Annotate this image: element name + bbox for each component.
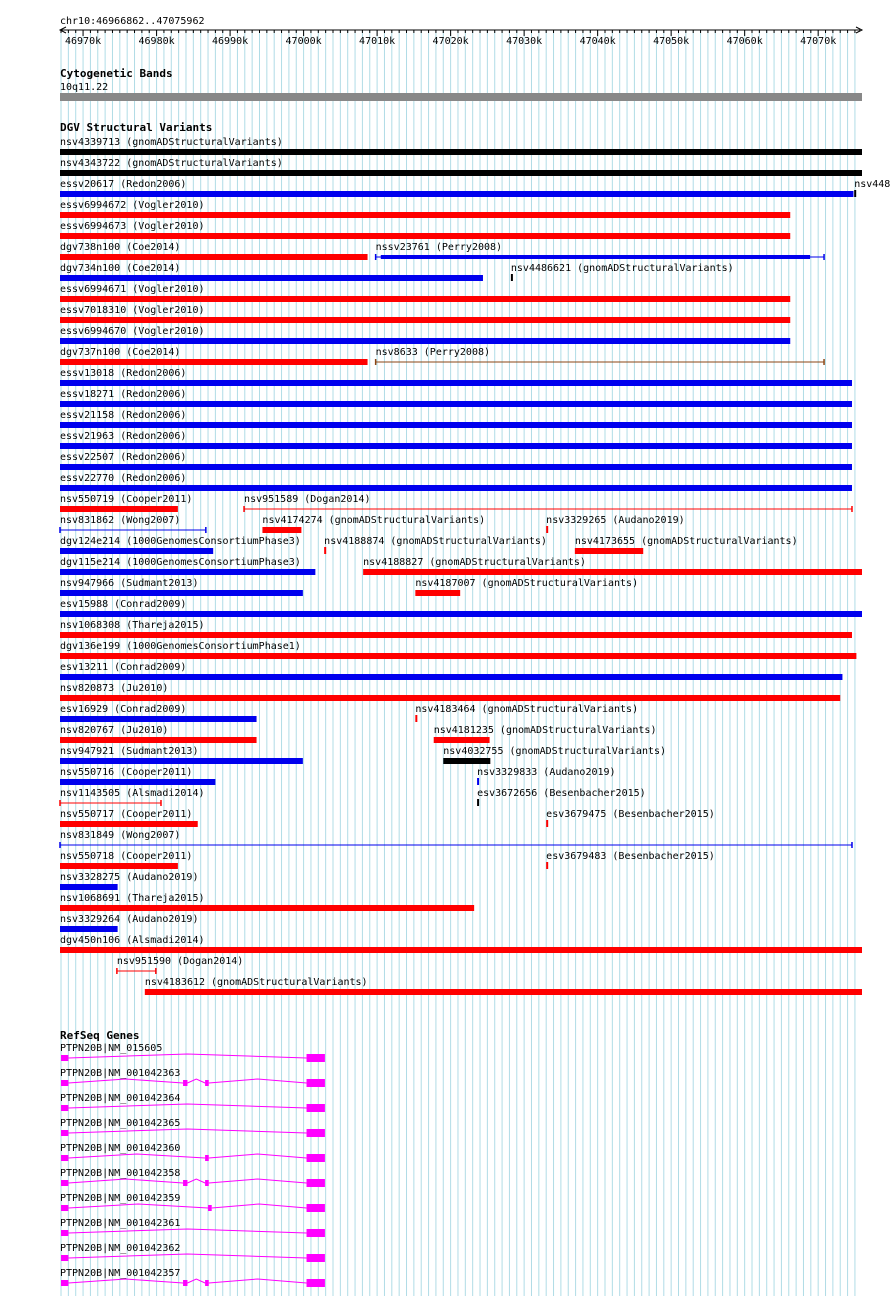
structural-variant[interactable] — [60, 263, 483, 281]
structural-variant[interactable] — [60, 704, 257, 722]
gene-transcript[interactable] — [60, 1168, 325, 1187]
variant-label: esv13211 (Conrad2009) — [60, 662, 187, 673]
variant-bar — [60, 779, 215, 785]
gene-transcript[interactable] — [60, 1068, 325, 1087]
structural-variant[interactable] — [376, 347, 824, 365]
structural-variant[interactable] — [477, 788, 646, 806]
cytoband-label: 10q11.22 — [60, 82, 109, 93]
variant-bar — [60, 254, 368, 260]
structural-variant[interactable] — [443, 746, 666, 764]
structural-variant[interactable] — [60, 473, 852, 491]
structural-variant[interactable] — [60, 305, 790, 323]
variant-label: nsv4181235 (gnomADStructuralVariants) — [433, 725, 657, 736]
exon — [307, 1204, 325, 1212]
ruler — [60, 27, 862, 47]
structural-variant[interactable] — [60, 158, 862, 176]
variant-label: nsv4187007 (gnomADStructuralVariants) — [415, 578, 639, 589]
variant-label: nsv550718 (Cooper2011) — [60, 851, 193, 862]
variant-bar — [60, 863, 178, 869]
transcript-label: PTPN20B|NM_015605 — [60, 1043, 163, 1054]
structural-variant[interactable] — [363, 557, 862, 575]
exon — [183, 1280, 187, 1286]
structural-variant[interactable] — [60, 599, 862, 617]
variant-bar — [60, 191, 853, 197]
variant-bar — [60, 632, 852, 638]
variant-label: nsv8633 (Perry2008) — [375, 347, 491, 358]
variant-label: nsv3329264 (Audano2019) — [60, 914, 199, 925]
dgv-track-title: DGV Structural Variants — [60, 121, 213, 134]
intron-line — [209, 1279, 307, 1283]
variant-label: nsv3328275 (Audano2019) — [60, 872, 199, 883]
ruler-tick-label: 47020k — [432, 36, 469, 47]
variant-bar — [60, 317, 790, 323]
variant-bar — [60, 422, 852, 428]
intron-line — [209, 1079, 307, 1083]
variant-label: nsv1068691 (Thareja2015) — [60, 893, 205, 904]
variant-label: essv22770 (Redon2006) — [60, 473, 187, 484]
variant-label: nsv947921 (Sudmant2013) — [60, 746, 199, 757]
intron-line — [68, 1204, 208, 1208]
exon — [61, 1280, 68, 1286]
exon — [307, 1079, 325, 1087]
exon — [183, 1180, 187, 1186]
structural-variant[interactable] — [60, 284, 790, 302]
variant-label: dgv734n100 (Coe2014) — [60, 263, 181, 274]
variant-label: nsv4339713 (gnomADStructuralVariants) — [60, 137, 283, 148]
variant-label: nsv820767 (Ju2010) — [60, 725, 169, 736]
variant-label: nsv831862 (Wong2007) — [60, 515, 181, 526]
variant-bar — [60, 464, 852, 470]
variant-label: essv21963 (Redon2006) — [60, 431, 187, 442]
transcript-label: PTPN20B|NM_001042360 — [60, 1143, 181, 1154]
variant-bar — [60, 170, 862, 176]
structural-variant[interactable] — [60, 746, 303, 764]
variant-label: essv22507 (Redon2006) — [60, 452, 187, 463]
variant-label: essv13018 (Redon2006) — [60, 368, 187, 379]
transcript-label: PTPN20B|NM_001042361 — [60, 1218, 181, 1229]
variant-bar — [60, 401, 852, 407]
intron-line — [187, 1079, 205, 1083]
variant-inner-bar — [381, 255, 810, 259]
structural-variant[interactable] — [60, 515, 206, 533]
ruler-tick-label: 46970k — [65, 36, 102, 47]
exon — [307, 1154, 325, 1162]
ruler-tick-label: 47000k — [285, 36, 322, 47]
structural-variant[interactable] — [60, 326, 790, 344]
variant-bar — [60, 590, 303, 596]
structural-variant[interactable] — [60, 389, 852, 407]
exon — [307, 1054, 325, 1062]
variant-label: essv21158 (Redon2006) — [60, 410, 187, 421]
structural-variant[interactable] — [60, 221, 790, 239]
variant-bar — [60, 674, 842, 680]
structural-variant[interactable] — [60, 578, 303, 596]
variant-label: esv3679483 (Besenbacher2015) — [546, 851, 715, 862]
structural-variant[interactable] — [60, 368, 852, 386]
variant-bar — [60, 443, 852, 449]
gene-transcript[interactable] — [60, 1218, 325, 1237]
exon — [307, 1129, 325, 1137]
variant-label: dgv124e214 (1000GenomesConsortiumPhase3) — [60, 536, 301, 547]
exon — [183, 1080, 187, 1086]
transcript-label: PTPN20B|NM_001042363 — [60, 1068, 181, 1079]
transcript-label: PTPN20B|NM_001042365 — [60, 1118, 181, 1129]
structural-variant[interactable] — [60, 662, 842, 680]
structural-variant[interactable] — [60, 641, 856, 659]
variant-bar — [60, 149, 862, 155]
variant-label: nsv831849 (Wong2007) — [60, 830, 181, 841]
variant-bar — [60, 695, 840, 701]
variant-label: essv7018310 (Vogler2010) — [60, 305, 205, 316]
intron-line — [68, 1254, 306, 1258]
variant-bar — [60, 338, 790, 344]
variant-label: dgv136e199 (1000GenomesConsortiumPhase1) — [60, 641, 301, 652]
structural-variant[interactable] — [60, 179, 853, 197]
intron-line — [187, 1179, 205, 1183]
variant-label: dgv115e214 (1000GenomesConsortiumPhase3) — [60, 557, 301, 568]
exon — [208, 1205, 212, 1211]
intron-line — [68, 1229, 306, 1233]
ruler-tick-label: 47030k — [506, 36, 543, 47]
variant-marker — [511, 274, 513, 281]
structural-variant[interactable] — [60, 200, 790, 218]
variant-bar — [60, 275, 483, 281]
intron-line — [68, 1129, 306, 1133]
variant-bar — [60, 359, 368, 365]
structural-variant[interactable] — [60, 872, 198, 890]
transcript-label: PTPN20B|NM_001042359 — [60, 1193, 181, 1204]
structural-variant[interactable] — [60, 242, 368, 260]
variant-bar — [60, 884, 118, 890]
ruler-tick-label: 47050k — [653, 36, 690, 47]
variant-label: nsv4343722 (gnomADStructuralVariants) — [60, 158, 283, 169]
structural-variant[interactable] — [60, 830, 852, 848]
gene-transcript[interactable] — [60, 1268, 325, 1287]
exon — [307, 1254, 325, 1262]
variant-bar — [262, 527, 301, 533]
structural-variant[interactable] — [477, 767, 615, 785]
ruler-label: chr10:46966862..47075962 — [60, 16, 205, 27]
gene-transcript[interactable] — [60, 1243, 325, 1262]
exon — [307, 1179, 325, 1187]
variant-bar — [60, 233, 790, 239]
intron-line — [209, 1179, 307, 1183]
structural-variant[interactable] — [60, 725, 257, 743]
exon — [61, 1130, 68, 1136]
variant-label: esv3672656 (Besenbacher2015) — [477, 788, 646, 799]
variant-bar — [434, 737, 490, 743]
variant-label: nsv951589 (Dogan2014) — [244, 494, 371, 505]
variant-marker — [546, 526, 548, 533]
variant-bar — [363, 569, 862, 575]
variant-label: nsv4188827 (gnomADStructuralVariants) — [363, 557, 586, 568]
structural-variant[interactable] — [60, 935, 862, 953]
ruler-tick-label: 46980k — [138, 36, 175, 47]
variant-marker — [854, 190, 856, 197]
variant-bar — [60, 737, 257, 743]
variant-label: nsv550717 (Cooper2011) — [60, 809, 193, 820]
variant-label: nsv820873 (Ju2010) — [60, 683, 169, 694]
variant-label: essv6994671 (Vogler2010) — [60, 284, 205, 295]
transcript-label: PTPN20B|NM_001042364 — [60, 1093, 181, 1104]
ruler-tick-label: 46990k — [212, 36, 249, 47]
variant-label: essv20617 (Redon2006) — [60, 179, 187, 190]
variant-label: nsv4032755 (gnomADStructuralVariants) — [443, 746, 667, 757]
structural-variant[interactable] — [415, 578, 638, 596]
exon — [61, 1205, 68, 1211]
variant-label: dgv737n100 (Coe2014) — [60, 347, 181, 358]
variant-label: essv6994673 (Vogler2010) — [60, 221, 205, 232]
structural-variant[interactable] — [546, 809, 715, 827]
variant-marker — [477, 778, 479, 785]
transcript-label: PTPN20B|NM_001042358 — [60, 1168, 181, 1179]
structural-variant[interactable] — [60, 557, 315, 575]
exon — [61, 1155, 68, 1161]
variant-bar — [60, 485, 852, 491]
structural-variant[interactable] — [244, 494, 852, 512]
exon — [205, 1080, 209, 1086]
variant-label: nsv448 — [854, 179, 890, 190]
structural-variant[interactable] — [511, 263, 734, 281]
exon — [307, 1229, 325, 1237]
gene-transcript[interactable] — [60, 1193, 325, 1212]
structural-variant[interactable] — [60, 431, 852, 449]
variant-bar — [60, 296, 790, 302]
variant-label: nsv3329833 (Audano2019) — [477, 767, 616, 778]
exon — [61, 1230, 68, 1236]
exon — [61, 1105, 68, 1111]
variant-bar — [60, 926, 118, 932]
intron-line — [68, 1104, 306, 1108]
variant-label: nssv23761 (Perry2008) — [375, 242, 503, 253]
structural-variant[interactable] — [60, 137, 862, 155]
ruler-tick-label: 47010k — [359, 36, 396, 47]
variant-label: nsv951590 (Dogan2014) — [116, 956, 244, 967]
structural-variant[interactable] — [434, 725, 657, 743]
exon — [61, 1055, 68, 1061]
transcript-label: PTPN20B|NM_001042357 — [60, 1268, 181, 1279]
intron-line — [68, 1179, 183, 1183]
dgv-track — [60, 137, 890, 995]
ruler-tick-label: 47070k — [800, 36, 837, 47]
variant-label: nsv4183464 (gnomADStructuralVariants) — [415, 704, 639, 715]
variant-label: esv3679475 (Besenbacher2015) — [546, 809, 715, 820]
intron-line — [209, 1154, 307, 1158]
exon — [61, 1080, 68, 1086]
structural-variant[interactable] — [546, 515, 684, 533]
structural-variant[interactable] — [854, 179, 890, 197]
exon — [61, 1180, 68, 1186]
structural-variant[interactable] — [60, 851, 192, 869]
variant-bar — [60, 758, 303, 764]
structural-variant[interactable] — [60, 452, 852, 470]
variant-label: nsv1068308 (Thareja2015) — [60, 620, 205, 631]
variant-marker — [324, 547, 326, 554]
variant-bar — [60, 821, 198, 827]
variant-label: dgv450n106 (Alsmadi2014) — [60, 935, 205, 946]
variant-bar — [60, 905, 474, 911]
variant-label: essv6994672 (Vogler2010) — [60, 200, 205, 211]
variant-bar — [60, 716, 257, 722]
exon — [205, 1180, 209, 1186]
exon — [307, 1279, 325, 1287]
structural-variant[interactable] — [324, 536, 547, 554]
intron-line — [187, 1279, 205, 1283]
gene-transcript[interactable] — [60, 1143, 325, 1162]
ruler-tick-label: 47060k — [726, 36, 763, 47]
variant-label: esv16929 (Conrad2009) — [60, 704, 187, 715]
variant-bar — [60, 548, 213, 554]
variant-bar — [60, 380, 852, 386]
structural-variant[interactable] — [60, 494, 192, 512]
variant-label: essv6994670 (Vogler2010) — [60, 326, 205, 337]
exon — [205, 1280, 209, 1286]
structural-variant[interactable] — [415, 704, 638, 722]
variant-label: nsv4183612 (gnomADStructuralVariants) — [144, 977, 368, 988]
intron-line — [212, 1204, 307, 1208]
cytoband-bar[interactable] — [60, 93, 862, 101]
structural-variant[interactable] — [60, 536, 301, 554]
structural-variant[interactable] — [376, 242, 824, 260]
variant-label: nsv3329265 (Audano2019) — [546, 515, 685, 526]
variant-label: nsv550719 (Cooper2011) — [60, 494, 193, 505]
structural-variant[interactable] — [575, 536, 798, 554]
variant-label: dgv738n100 (Coe2014) — [60, 242, 181, 253]
gene-transcript[interactable] — [60, 1043, 325, 1062]
structural-variant[interactable] — [60, 620, 852, 638]
structural-variant[interactable] — [60, 767, 215, 785]
structural-variant[interactable] — [60, 809, 198, 827]
variant-marker — [546, 820, 548, 827]
variant-label: essv18271 (Redon2006) — [60, 389, 187, 400]
gene-transcript[interactable] — [60, 1118, 325, 1137]
variant-marker — [415, 715, 417, 722]
variant-bar — [60, 212, 790, 218]
variant-label: nsv4173655 (gnomADStructuralVariants) — [574, 536, 798, 547]
variant-bar — [60, 653, 856, 659]
variant-label: nsv947966 (Sudmant2013) — [60, 578, 199, 589]
variant-label: nsv550716 (Cooper2011) — [60, 767, 193, 778]
structural-variant[interactable] — [262, 515, 485, 533]
variant-bar — [60, 947, 862, 953]
transcript-label: PTPN20B|NM_001042362 — [60, 1243, 181, 1254]
variant-label: esv15988 (Conrad2009) — [60, 599, 187, 610]
gene-transcript[interactable] — [60, 1093, 325, 1112]
intron-line — [68, 1279, 183, 1283]
cytobands-title: Cytogenetic Bands — [60, 67, 173, 80]
variant-bar — [575, 548, 643, 554]
intron-line — [68, 1154, 205, 1158]
structural-variant[interactable] — [60, 893, 474, 911]
variant-label: nsv1143505 (Alsmadi2014) — [60, 788, 205, 799]
refseq-track-title: RefSeq Genes — [60, 1029, 140, 1042]
structural-variant[interactable] — [60, 683, 840, 701]
variant-label: nsv4188874 (gnomADStructuralVariants) — [324, 536, 547, 547]
structural-variant[interactable] — [60, 788, 205, 806]
exon — [61, 1255, 68, 1261]
intron-line — [68, 1054, 306, 1058]
structural-variant[interactable] — [546, 851, 715, 869]
refseq-track — [60, 1043, 325, 1287]
variant-bar — [145, 989, 862, 995]
variant-marker — [477, 799, 479, 806]
structural-variant[interactable] — [60, 347, 368, 365]
structural-variant[interactable] — [145, 977, 862, 995]
variant-label: nsv4486621 (gnomADStructuralVariants) — [510, 263, 734, 274]
structural-variant[interactable] — [60, 410, 852, 428]
variant-label: nsv4174274 (gnomADStructuralVariants) — [262, 515, 486, 526]
variant-bar — [60, 611, 862, 617]
intron-line — [68, 1079, 183, 1083]
variant-bar — [60, 506, 178, 512]
structural-variant[interactable] — [60, 914, 198, 932]
variant-marker — [546, 862, 548, 869]
variant-bar — [60, 569, 315, 575]
exon — [205, 1155, 209, 1161]
ruler-tick-label: 47040k — [579, 36, 616, 47]
exon — [307, 1104, 325, 1112]
variant-bar — [443, 758, 490, 764]
variant-bar — [415, 590, 460, 596]
structural-variant[interactable] — [117, 956, 243, 974]
